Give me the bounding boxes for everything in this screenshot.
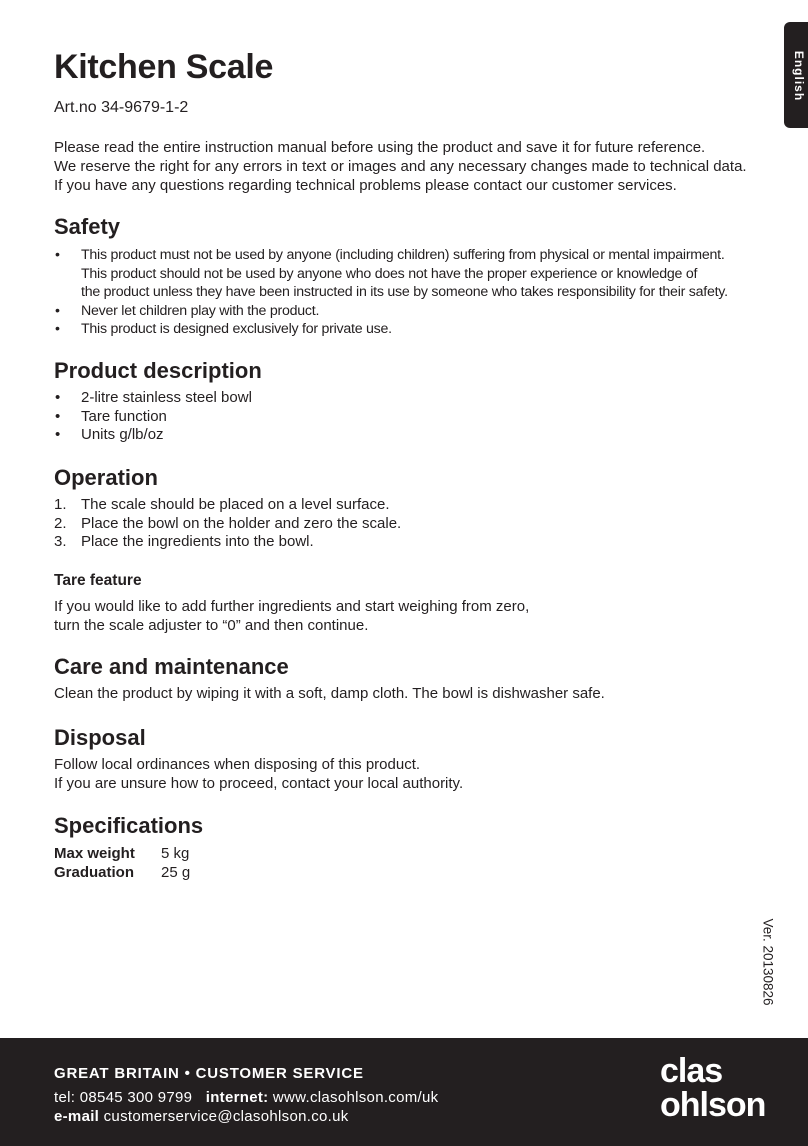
tare-feature-text	[54, 597, 529, 635]
email-label: e-mail	[54, 1108, 100, 1125]
paragraph-line: Follow local ordinances when disposing of this product.	[54, 756, 421, 773]
contact-line	[54, 1089, 438, 1106]
intro-line: We reserve the right for any errors in text or images and any necessary changes made to technical data.	[54, 158, 747, 175]
paragraph-line: Clean the product by wiping it with a soft, damp cloth. The bowl is dishwasher safe.	[54, 685, 605, 702]
step-number: 2.	[54, 514, 67, 532]
internet-label: internet:	[205, 1089, 269, 1106]
list-item: • Tare function	[54, 408, 252, 427]
step-text: Place the bowl on the holder and zero the scale.	[81, 514, 402, 532]
list-item	[54, 302, 728, 321]
list-item	[54, 320, 728, 339]
specifications-heading: Specifications	[54, 813, 204, 838]
logo-line: ohlson	[660, 1086, 766, 1124]
list-item: • 2-litre stainless steel bowl	[54, 389, 252, 408]
care-text	[54, 684, 605, 703]
step-number: 1.	[54, 496, 67, 513]
logo-line: clas	[660, 1052, 723, 1090]
page-title: Kitchen Scale	[54, 48, 274, 86]
product-description-list	[54, 389, 252, 445]
operation-heading: Operation	[54, 465, 158, 490]
table-row	[54, 844, 190, 863]
list-item: • Units g/lb/oz	[54, 426, 252, 445]
footer-title: GREAT BRITAIN • CUSTOMER SERVICE	[54, 1065, 364, 1082]
intro-line: If you have any questions regarding technical problems please contact our customer services.	[54, 177, 677, 194]
list-item-line: • Never let children play with the product.	[81, 302, 320, 319]
disposal-heading: Disposal	[54, 725, 146, 750]
safety-list	[54, 246, 728, 339]
tel-value[interactable]: 08545 300 9799	[79, 1089, 193, 1106]
disposal-text	[54, 755, 463, 793]
safety-heading: Safety	[54, 214, 121, 239]
product-description-heading: Product description	[54, 358, 262, 383]
version-label: Ver. 20130826	[760, 918, 776, 1006]
intro-paragraph	[54, 138, 747, 195]
article-number: Art.no 34-9679-1-2	[54, 99, 189, 116]
care-heading: Care and maintenance	[54, 654, 289, 679]
list-item	[54, 533, 401, 552]
table-row	[54, 863, 190, 882]
footer	[0, 1038, 808, 1146]
language-label: English	[792, 50, 806, 102]
list-item	[54, 496, 401, 515]
paragraph-line: If you are unsure how to proceed, contact your local authority.	[54, 775, 464, 792]
list-item-line: • This product must not be used by anyone (including children) suffering from physical or mental impairment.	[81, 247, 725, 263]
internet-link[interactable]: www.clasohlson.com/uk	[272, 1089, 439, 1106]
list-item	[54, 515, 401, 534]
clas-ohlson-logo	[660, 1054, 790, 1134]
email-link[interactable]: customerservice@clasohlson.co.uk	[103, 1108, 349, 1125]
language-tab	[784, 22, 808, 128]
paragraph-line: If you would like to add further ingredients and start weighing from zero,	[54, 598, 530, 615]
spec-label: Max weight	[54, 845, 135, 862]
tare-feature-heading: Tare feature	[54, 572, 142, 589]
operation-steps	[54, 496, 401, 552]
specifications-table	[54, 844, 190, 882]
step-text: Place the ingredients into the bowl.	[81, 533, 314, 550]
email-line	[54, 1108, 349, 1125]
list-item-line: the product unless they have been instructed in its use by someone who takes responsibility for their safety.	[81, 284, 728, 300]
list-item-line: This product should not be used by anyone who does not have the proper experience or knowledge of	[81, 265, 698, 282]
spec-value: 5 kg	[161, 845, 190, 862]
intro-line: Please read the entire instruction manual before using the product and save it for future reference.	[54, 139, 706, 156]
step-text: The scale should be placed on a level surface.	[81, 496, 390, 513]
list-item	[54, 246, 728, 302]
tel-label: tel:	[54, 1089, 76, 1106]
step-number: 3.	[54, 533, 67, 550]
spec-label: Graduation	[54, 864, 135, 881]
list-item-line: • This product is designed exclusively for private use.	[81, 321, 392, 337]
paragraph-line: turn the scale adjuster to “0” and then continue.	[54, 617, 369, 634]
spec-value: 25 g	[161, 864, 191, 881]
